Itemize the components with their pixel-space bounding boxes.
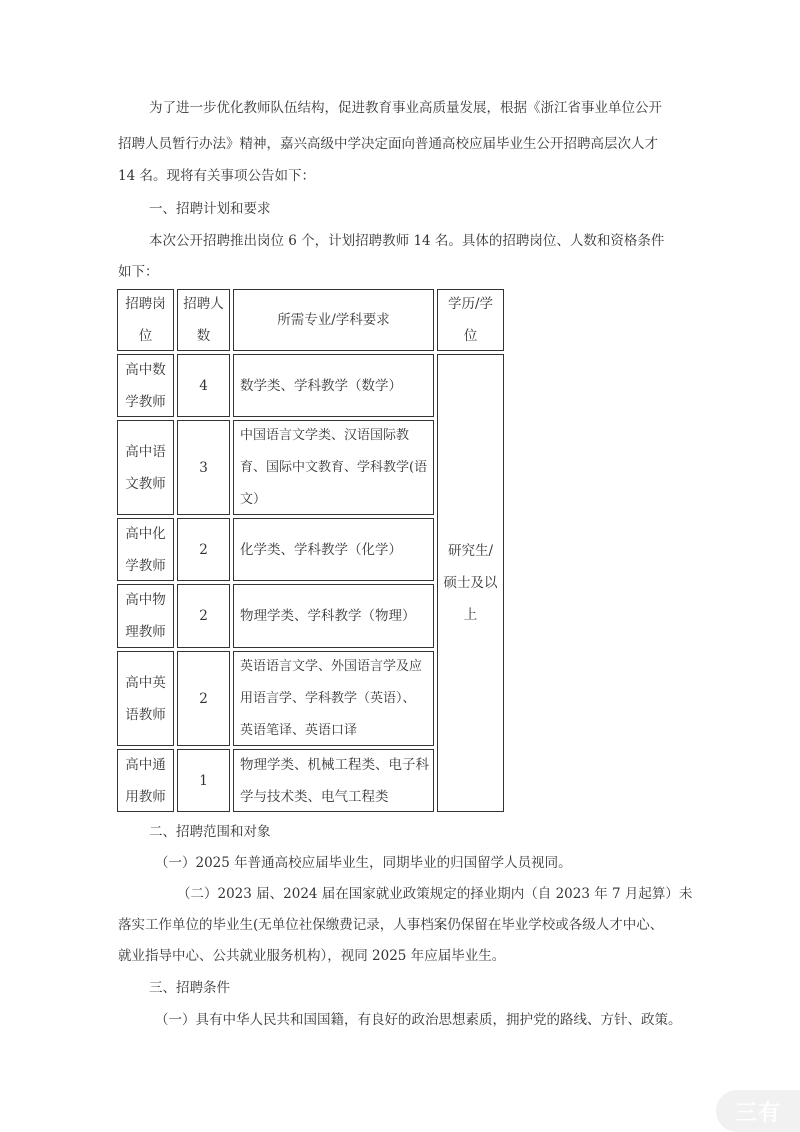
row-3-position: 高中化 学教师 xyxy=(117,518,174,581)
plan-line-2: 如下： xyxy=(118,264,159,280)
row-5-major: 英语语言文学、外国语言学及应 用语言学、学科教学（英语）、 英语笔译、英语口译 xyxy=(233,651,434,746)
degree-merged-cell: 研究生/ 硕士及以 上 xyxy=(437,354,504,812)
row-2-major: 中国语言文学类、汉语国际教 育、国际中文教育、学科教学(语 文） xyxy=(233,420,434,515)
section-1-heading: 一、招聘计划和要求 xyxy=(149,201,271,217)
row-6-position: 高中通 用教师 xyxy=(117,749,174,812)
condition-item-1: （一）具有中华人民共和国国籍，有良好的政治思想素质，拥护党的路线、方针、政策。 xyxy=(155,1012,682,1028)
row-1-position: 高中数 学教师 xyxy=(117,354,174,417)
section-3-heading: 三、招聘条件 xyxy=(149,980,230,996)
section-2-heading: 二、招聘范围和对象 xyxy=(149,824,271,840)
row-3-count: 2 xyxy=(177,518,230,581)
row-4-major: 物理学类、学科教学（物理） xyxy=(233,584,434,648)
intro-line-2: 招聘人员暂行办法》精神，嘉兴高级中学决定面向普通高校应届毕业生公开招聘高层次人才 xyxy=(118,136,658,152)
row-3-major: 化学类、学科教学（化学） xyxy=(233,518,434,581)
row-2-count: 3 xyxy=(177,420,230,515)
header-degree: 学历/学 位 xyxy=(437,289,504,351)
row-5-count: 2 xyxy=(177,651,230,746)
watermark-text: 三有 xyxy=(734,1100,781,1126)
scope-item-2-line-1: （二）2023 届、2024 届在国家就业政策规定的择业期内（自 2023 年 7 月起算）未 xyxy=(177,886,693,902)
row-5-position: 高中英 语教师 xyxy=(117,651,174,746)
scope-item-1: （一）2025 年普通高校应届毕业生，同期毕业的归国留学人员视同。 xyxy=(155,855,572,871)
watermark-badge xyxy=(716,1090,800,1132)
row-4-count: 2 xyxy=(177,584,230,648)
row-6-major: 物理学类、机械工程类、电子科 学与技术类、电气工程类 xyxy=(233,749,434,812)
intro-line-1: 为了进一步优化教师队伍结构，促进教育事业高质量发展，根据《浙江省事业单位公开 xyxy=(149,100,662,116)
intro-line-3: 14 名。现将有关事项公告如下： xyxy=(118,168,315,184)
scope-item-2-line-3: 就业指导中心、公共就业服务机构），视同 2025 年应届毕业生。 xyxy=(118,948,506,964)
row-6-count: 1 xyxy=(177,749,230,812)
row-1-count: 4 xyxy=(177,354,230,417)
plan-line-1: 本次公开招聘推出岗位 6 个，计划招聘教师 14 名。具体的招聘岗位、人数和资格条件 xyxy=(149,233,665,249)
scope-item-2-line-2: 落实工作单位的毕业生(无单位社保缴费记录，人事档案仍保留在毕业学校或各级人才中心、 xyxy=(118,917,664,933)
header-count: 招聘人 数 xyxy=(177,289,230,351)
header-major: 所需专业/学科要求 xyxy=(233,289,434,351)
row-1-major: 数学类、学科教学（数学） xyxy=(233,354,434,417)
row-2-position: 高中语 文教师 xyxy=(117,420,174,515)
header-position: 招聘岗 位 xyxy=(117,289,174,351)
row-4-position: 高中物 理教师 xyxy=(117,584,174,648)
